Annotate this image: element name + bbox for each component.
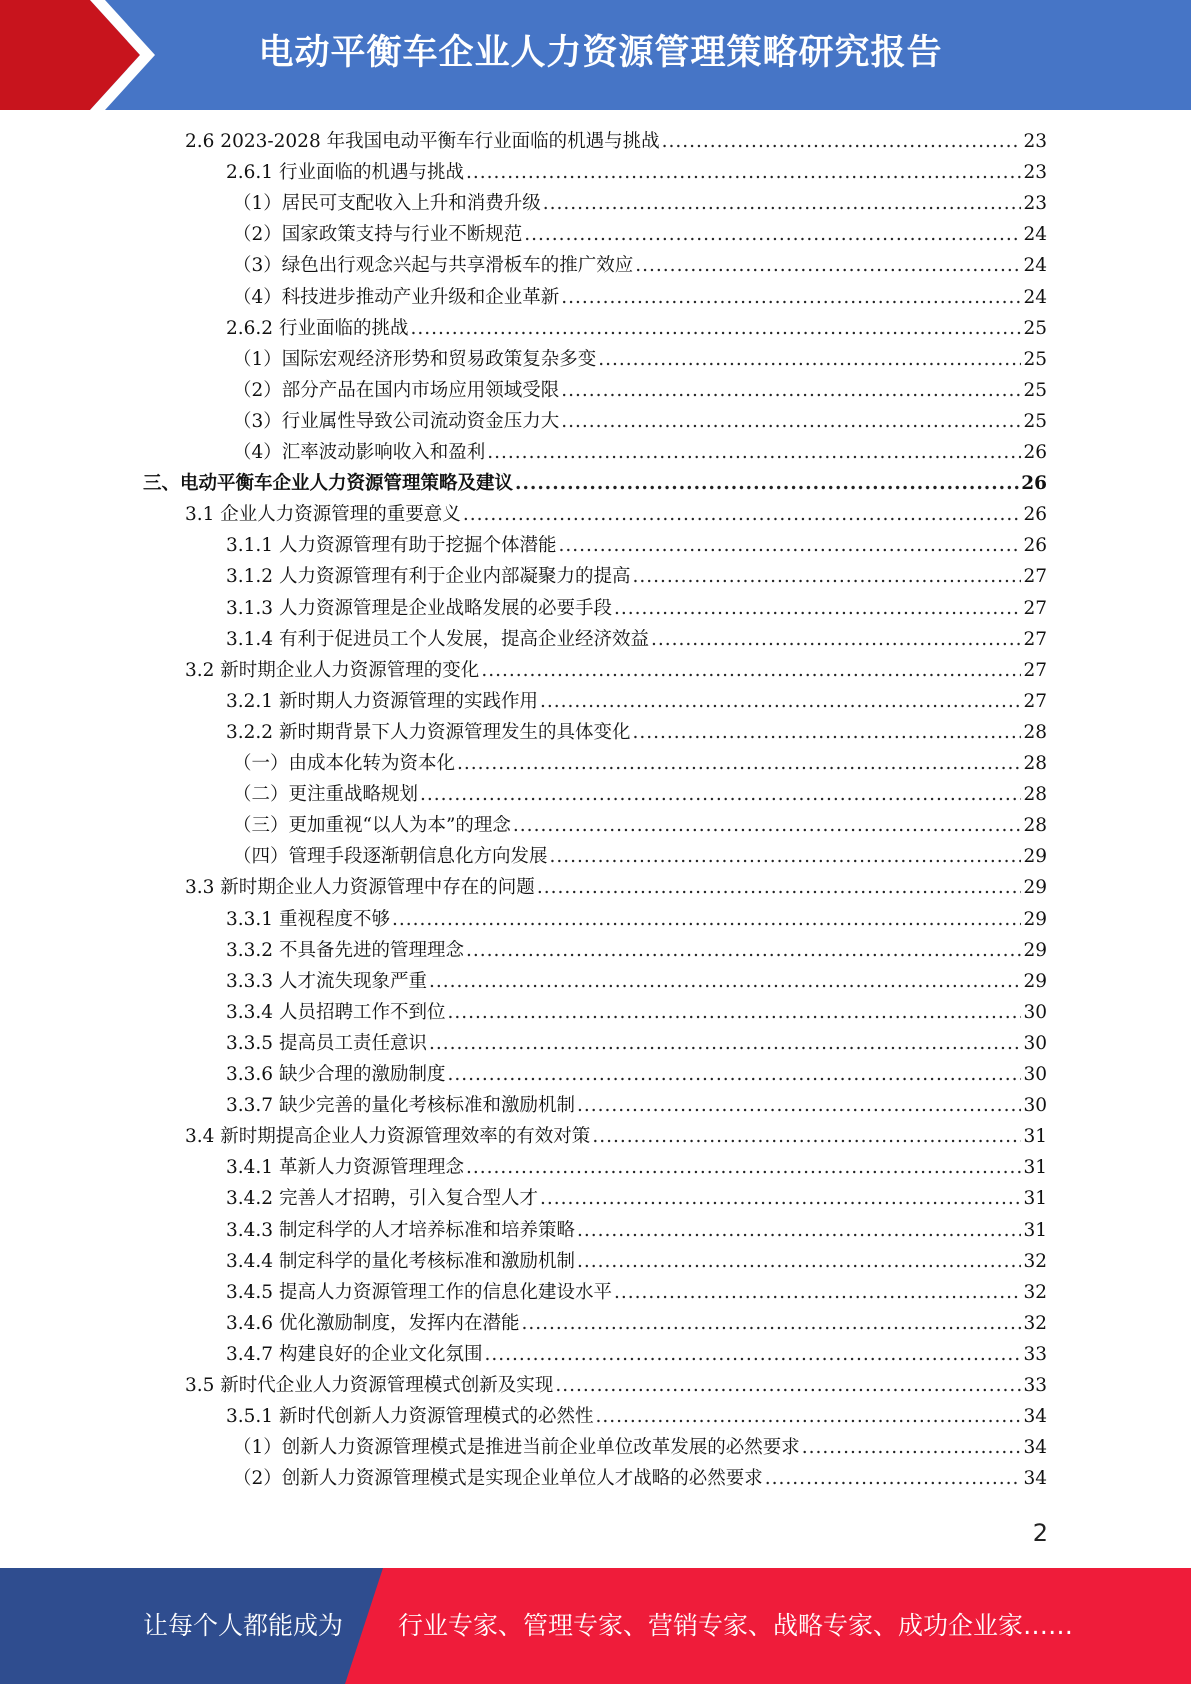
toc-entry-title: 3.2.2 新时期背景下人力资源管理发生的具体变化 xyxy=(226,721,631,743)
toc-entry[interactable] xyxy=(143,468,1047,499)
toc-entry[interactable] xyxy=(233,1432,1047,1463)
toc-entry-title: 3.3 新时期企业人力资源管理中存在的问题 xyxy=(185,877,535,899)
toc-entry[interactable] xyxy=(226,717,1047,748)
toc-entry[interactable] xyxy=(226,1339,1047,1370)
toc-entry[interactable] xyxy=(226,935,1047,966)
toc-dot-leader xyxy=(481,655,1021,686)
toc-dot-leader xyxy=(420,779,1021,810)
toc-entry[interactable] xyxy=(233,250,1047,281)
footer-slogan-left: 让每个人都能成为 xyxy=(143,1611,344,1640)
toc-dot-leader xyxy=(577,1246,1021,1277)
toc-entry-page: 33 xyxy=(1023,1375,1047,1396)
toc-entry-title: 3.3.3 人才流失现象严重 xyxy=(226,970,427,992)
toc-entry-page: 28 xyxy=(1023,784,1047,806)
toc-entry-title: （四）管理手段逐渐朝信息化方向发展 xyxy=(233,846,548,868)
toc-entry-page: 30 xyxy=(1023,1064,1047,1085)
toc-entry-page: 29 xyxy=(1023,939,1047,961)
toc-entry[interactable] xyxy=(226,966,1047,997)
toc-entry[interactable] xyxy=(233,1463,1047,1494)
toc-dot-leader xyxy=(540,686,1021,717)
toc-entry-title: 3.3.7 缺少完善的量化考核标准和激励机制 xyxy=(226,1095,575,1117)
toc-entry[interactable] xyxy=(185,1121,1047,1152)
toc-entry[interactable] xyxy=(233,748,1047,779)
toc-dot-leader xyxy=(537,872,1022,903)
toc-entry[interactable] xyxy=(233,219,1047,250)
toc-entry-page: 32 xyxy=(1023,1281,1047,1303)
toc-entry[interactable] xyxy=(226,1308,1047,1339)
toc-entry-title: （1）居民可支配收入上升和消费升级 xyxy=(233,193,541,215)
toc-dot-leader xyxy=(577,1090,1021,1121)
toc-entry-title: 3.3.6 缺少合理的激励制度 xyxy=(226,1064,446,1085)
toc-dot-leader xyxy=(484,1339,1021,1370)
toc-entry-title: 3.3.4 人员招聘工作不到位 xyxy=(226,1001,446,1023)
toc-entry[interactable] xyxy=(226,313,1047,344)
toc-entry-title: 3.4.6 优化激励制度，发挥内在潜能 xyxy=(226,1312,520,1334)
toc-dot-leader xyxy=(592,1121,1021,1152)
toc-entry-page: 31 xyxy=(1023,1219,1047,1241)
toc-entry-title: 3.3.1 重视程度不够 xyxy=(226,908,390,930)
toc-entry-page: 27 xyxy=(1023,597,1047,619)
toc-dot-leader xyxy=(540,1183,1021,1214)
toc-entry[interactable] xyxy=(233,810,1047,841)
toc-entry-page: 33 xyxy=(1023,1343,1047,1365)
toc-entry[interactable] xyxy=(226,1246,1047,1277)
toc-entry-title: 3.2 新时期企业人力资源管理的变化 xyxy=(185,659,480,681)
toc-entry-title: 3.3.2 不具备先进的管理理念 xyxy=(226,939,464,961)
toc-entry-page: 29 xyxy=(1023,908,1047,930)
toc-entry-title: （2）部分产品在国内市场应用领域受限 xyxy=(233,379,560,401)
toc-entry-page: 34 xyxy=(1023,1406,1047,1428)
toc-entry-title: （4）汇率波动影响收入和盈利 xyxy=(233,442,486,463)
toc-entry[interactable] xyxy=(226,530,1047,561)
toc-dot-leader xyxy=(614,593,1021,624)
toc-entry-page: 24 xyxy=(1023,255,1047,277)
toc-dot-leader xyxy=(410,313,1021,344)
toc-entry[interactable] xyxy=(233,282,1047,313)
toc-dot-leader xyxy=(635,250,1021,281)
toc-entry[interactable] xyxy=(233,188,1047,219)
toc-dot-leader xyxy=(463,499,1022,530)
toc-entry-title: （1）创新人力资源管理模式是推进当前企业单位改革发展的必然要求 xyxy=(233,1437,800,1459)
toc-entry-title: 3.1.2 人力资源管理有利于企业内部凝聚力的提高 xyxy=(226,566,631,588)
toc-entry-page: 28 xyxy=(1023,753,1047,774)
toc-dot-leader xyxy=(577,1215,1021,1246)
toc-entry[interactable] xyxy=(226,157,1047,188)
toc-entry-page: 34 xyxy=(1023,1468,1047,1490)
toc-entry-title: 3.4.7 构建良好的企业文化氛围 xyxy=(226,1343,483,1365)
toc-dot-leader xyxy=(632,561,1021,592)
toc-entry-title: （3）绿色出行观念兴起与共享滑板车的推广效应 xyxy=(233,255,634,277)
toc-entry-page: 27 xyxy=(1023,659,1047,681)
toc-dot-leader xyxy=(429,1028,1021,1059)
toc-dot-leader xyxy=(662,126,1022,157)
toc-entry[interactable] xyxy=(233,406,1047,437)
toc-entry-title: 3.4.3 制定科学的人才培养标准和培养策略 xyxy=(226,1219,575,1241)
page-number: 2 xyxy=(1032,1519,1048,1547)
toc-entry-page: 31 xyxy=(1023,1157,1047,1179)
page-footer xyxy=(0,1568,1191,1684)
toc-entry-page: 27 xyxy=(1023,628,1047,650)
toc-entry-title: （2）创新人力资源管理模式是实现企业单位人才战略的必然要求 xyxy=(233,1468,763,1490)
toc-dot-leader xyxy=(550,841,1022,872)
toc-dot-leader xyxy=(632,717,1021,748)
toc-entry[interactable] xyxy=(226,1183,1047,1214)
toc-entry-title: （三）更加重视“以人为本”的理念 xyxy=(233,815,511,837)
footer-slogan-right: 行业专家、管理专家、营销专家、战略专家、成功企业家…… xyxy=(398,1611,1074,1640)
toc-dot-leader xyxy=(429,966,1021,997)
toc-entry[interactable] xyxy=(226,1059,1047,1090)
toc-entry[interactable] xyxy=(226,561,1047,592)
toc-entry-page: 23 xyxy=(1023,193,1047,215)
toc-entry-page: 34 xyxy=(1023,1437,1047,1459)
toc-entry-title: 三、电动平衡车企业人力资源管理策略及建议 xyxy=(143,473,514,495)
toc-entry-page: 25 xyxy=(1023,317,1047,339)
toc-entry-title: 2.6.1 行业面临的机遇与挑战 xyxy=(226,162,464,184)
toc-dot-leader xyxy=(802,1432,1022,1463)
toc-dot-leader xyxy=(558,530,1021,561)
toc-entry[interactable] xyxy=(226,686,1047,717)
toc-entry-page: 23 xyxy=(1023,162,1047,184)
toc-entry[interactable] xyxy=(233,375,1047,406)
toc-entry-page: 31 xyxy=(1023,1188,1047,1210)
toc-entry[interactable] xyxy=(226,997,1047,1028)
toc-dot-leader xyxy=(487,437,1021,468)
toc-dot-leader xyxy=(513,810,1022,841)
toc-entry-page: 24 xyxy=(1023,224,1047,246)
toc-entry-page: 26 xyxy=(1023,535,1047,557)
toc-entry-title: 3.5 新时代企业人力资源管理模式创新及实现 xyxy=(185,1375,554,1396)
toc-entry-title: （一）由成本化转为资本化 xyxy=(233,753,456,774)
toc-entry-page: 27 xyxy=(1023,566,1047,588)
toc-entry[interactable] xyxy=(233,437,1047,468)
toc-entry-title: 3.1.4 有利于促进员工个人发展，提高企业经济效益 xyxy=(226,628,649,650)
toc-dot-leader xyxy=(765,1463,1022,1494)
toc-entry-title: 3.4.1 革新人力资源管理理念 xyxy=(226,1157,464,1179)
toc-entry-title: 3.4 新时期提高企业人力资源管理效率的有效对策 xyxy=(185,1126,591,1148)
toc-dot-leader xyxy=(561,406,1021,437)
toc-entry-title: （2）国家政策支持与行业不断规范 xyxy=(233,224,523,246)
toc-dot-leader xyxy=(466,935,1021,966)
toc-entry-title: （1）国际宏观经济形势和贸易政策复杂多变 xyxy=(233,348,597,370)
toc-entry-page: 26 xyxy=(1023,504,1047,526)
toc-entry[interactable] xyxy=(185,872,1047,903)
toc-dot-leader xyxy=(447,1059,1021,1090)
report-title: 电动平衡车企业人力资源管理策略研究报告 xyxy=(258,33,943,73)
toc-entry-page: 25 xyxy=(1023,348,1047,370)
toc-entry-title: 3.1 企业人力资源管理的重要意义 xyxy=(185,504,461,526)
toc-entry-page: 30 xyxy=(1023,1032,1047,1054)
toc-entry-title: 3.4.5 提高人力资源管理工作的信息化建设水平 xyxy=(226,1281,612,1303)
toc-entry-page: 24 xyxy=(1023,286,1047,308)
toc-entry-title: 3.4.2 完善人才招聘，引入复合型人才 xyxy=(226,1188,538,1210)
toc-entry[interactable] xyxy=(233,779,1047,810)
toc-entry[interactable] xyxy=(226,1028,1047,1059)
toc-dot-leader xyxy=(543,188,1022,219)
toc-entry-title: （二）更注重战略规划 xyxy=(233,784,419,806)
toc-dot-leader xyxy=(614,1277,1021,1308)
toc-entry[interactable] xyxy=(233,841,1047,872)
toc-entry-page: 27 xyxy=(1023,690,1047,712)
toc-entry-page: 25 xyxy=(1023,379,1047,401)
toc-entry-page: 28 xyxy=(1023,721,1047,743)
toc-entry-title: 3.4.4 制定科学的量化考核标准和激励机制 xyxy=(226,1250,575,1272)
toc-entry[interactable] xyxy=(226,1215,1047,1246)
toc-dot-leader xyxy=(466,1152,1021,1183)
toc-entry[interactable] xyxy=(226,904,1047,935)
toc-dot-leader xyxy=(447,997,1021,1028)
toc-entry-page: 30 xyxy=(1023,1001,1047,1023)
toc-entry-title: 3.1.3 人力资源管理是企业战略发展的必要手段 xyxy=(226,597,612,619)
toc-entry[interactable] xyxy=(226,1152,1047,1183)
toc-dot-leader xyxy=(392,904,1021,935)
toc-dot-leader xyxy=(598,344,1021,375)
toc-entry[interactable] xyxy=(185,655,1047,686)
toc-entry-page: 26 xyxy=(1023,442,1047,463)
toc-entry[interactable] xyxy=(226,1090,1047,1121)
toc-entry-title: 3.2.1 新时期人力资源管理的实践作用 xyxy=(226,690,538,712)
toc-dot-leader xyxy=(515,468,1019,499)
toc-entry-title: （4）科技进步推动产业升级和企业革新 xyxy=(233,286,560,308)
toc-dot-leader xyxy=(466,157,1021,188)
toc-entry[interactable] xyxy=(226,624,1047,655)
toc-entry-title: 2.6.2 行业面临的挑战 xyxy=(226,317,409,339)
toc-dot-leader xyxy=(555,1370,1021,1401)
toc-entry-title: （3）行业属性导致公司流动资金压力大 xyxy=(233,410,560,432)
toc-entry-page: 26 xyxy=(1021,473,1047,495)
toc-entry[interactable] xyxy=(185,126,1047,157)
toc-dot-leader xyxy=(524,219,1021,250)
toc-entry-title: 2.6 2023-2028 年我国电动平衡车行业面临的机遇与挑战 xyxy=(185,131,660,152)
toc-entry-page: 32 xyxy=(1023,1312,1047,1334)
toc-entry[interactable] xyxy=(233,344,1047,375)
toc-entry-title: 3.3.5 提高员工责任意识 xyxy=(226,1032,427,1054)
toc-dot-leader xyxy=(561,282,1021,313)
toc-entry[interactable] xyxy=(226,1277,1047,1308)
toc-entry[interactable] xyxy=(185,499,1047,530)
toc-dot-leader xyxy=(561,375,1021,406)
toc-entry-page: 23 xyxy=(1023,131,1047,152)
toc-entry[interactable] xyxy=(226,593,1047,624)
toc-entry-title: 3.5.1 新时代创新人力资源管理模式的必然性 xyxy=(226,1406,594,1428)
toc-dot-leader xyxy=(521,1308,1021,1339)
toc-dot-leader xyxy=(595,1401,1021,1432)
toc-dot-leader xyxy=(651,624,1021,655)
page-header xyxy=(0,0,1191,110)
toc-dot-leader xyxy=(457,748,1021,779)
toc-entry-page: 32 xyxy=(1023,1250,1047,1272)
toc-entry-page: 30 xyxy=(1023,1095,1047,1117)
toc-entry[interactable] xyxy=(185,1370,1047,1401)
toc-entry-page: 29 xyxy=(1023,846,1047,868)
toc-entry-page: 28 xyxy=(1023,815,1047,837)
toc-entry-page: 29 xyxy=(1023,877,1047,899)
toc-entry-page: 31 xyxy=(1023,1126,1047,1148)
toc-entry-page: 25 xyxy=(1023,410,1047,432)
toc-entry[interactable] xyxy=(226,1401,1047,1432)
toc-entry-title: 3.1.1 人力资源管理有助于挖掘个体潜能 xyxy=(226,535,557,557)
toc-entry-page: 29 xyxy=(1023,970,1047,992)
